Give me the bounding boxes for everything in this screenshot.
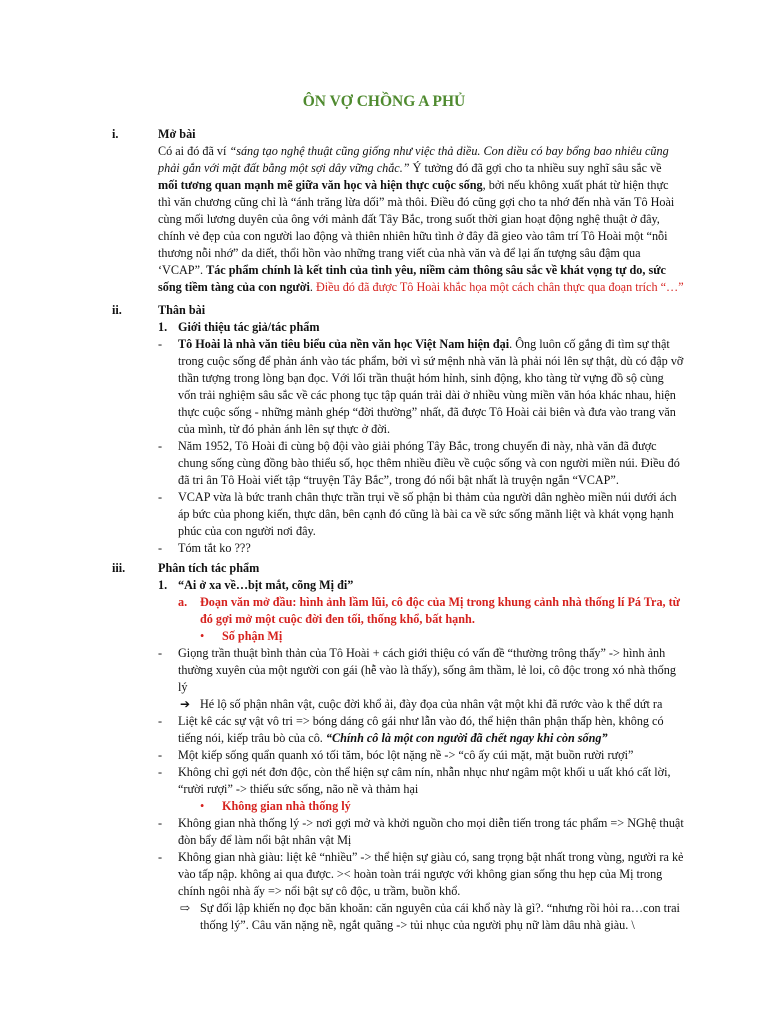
list-item: - Không chỉ gợi nét đơn độc, còn thể hiện sự câm nín, nhẫn nhục như ngâm một khối u uất khó cất lời, “rười rượi” -> thiếu sức sống, não nề và thảm hại: [158, 765, 671, 796]
section-phan-tich: [112, 560, 684, 934]
bullet-so-phan-mi: • Số phận Mị: [200, 629, 283, 643]
bullet-khong-gian: • Không gian nhà thống lý: [200, 799, 351, 813]
bold-text: mối tương quan mạnh mẽ giữa văn học và hiện thực cuộc sống: [158, 178, 483, 192]
section-number: i.: [112, 127, 119, 141]
list-item: - Tô Hoài là nhà văn tiêu biểu của nền văn học Việt Nam hiện đại. Ông luôn cố gắng đi tìm sự thật trong cuộc sống để phản ánh vào tác phẩm, bởi vì sứ mệnh nhà văn là phải nói lên sự thật, dù có đập vỡ thần tượng trong lòng bạn đọc. Với lối trần thuật hóm hỉnh, sinh động, kho tàng từ vựng đồ sộ cùng vốn trải nghiệm sâu sắc về các phong tục tập quán trải dài ở nhiều vùng miền văn hóa khác nhau, hiện thực cuộc sống - những mảnh ghép “đời thường” nhất, đã được Tô Hoài cải biên và đưa vào trang văn của mình, từ đó phản ánh lên sự thực ở đời.: [158, 337, 684, 436]
subsection-heading: 1. Giới thiệu tác giả/tác phẩm: [158, 320, 320, 334]
section-mo-bai: [112, 126, 684, 296]
bullet-dot-icon: •: [200, 629, 205, 643]
section-body: [158, 126, 684, 296]
red-highlight-text: Điều đó đã được Tô Hoài khắc họa một cách chân thực qua đoạn trích “…”: [315, 280, 684, 294]
intro-paragraph: Có ai đó đã ví “sáng tạo nghệ thuật cũng giống như việc thả diều. Con diều có bay bổng bao nhiêu cũng phải gắn với mặt đất bằng một sợi dây vững chắc.” Ý tưởng đó đã gợi cho ta nhiều suy nghĩ sâu sắc về mối tương quan mạnh mẽ giữa văn học và hiện thực cuộc sống, bởi nếu không xuất phát từ hiện thực thì văn chương cũng chỉ là “ánh trăng lừa dối” mà thôi. Điều đó cũng gợi cho ta nhớ đến nhà văn Tô Hoài cùng mối lương duyên của ông với mảnh đất Tây Bắc, trong suốt thời gian hoạt động nghệ thuật ở đây, chính vẻ đẹp của con người lao động và thiên nhiên hữu tình ở đây đã gieo vào tâm trí Tô Hoài một “nỗi thương nỗi nhớ” da diết, thổi hồn vào những trang viết của nhà văn và để lại ấn tượng sâu đậm qua ‘VCAP”. Tác phẩm chính là kết tinh của tình yêu, niềm cảm thông sâu sắc về khát vọng tự do, sức sống tiềm tàng của con người. Điều đó đã được Tô Hoài khắc họa một cách chân thực qua đoạn trích “…”: [158, 144, 684, 294]
subsection-heading: 1. “Ai ở xa về…bịt mắt, cõng Mị đi”: [158, 578, 354, 592]
list-item: - Một kiếp sống quẩn quanh xó tối tăm, bóc lột nặng nề -> “cô ấy cúi mặt, mặt buồn rười rượi”: [158, 748, 634, 762]
bold-italic-quote: “Chính cô là một con người đã chết ngay khi còn sống”: [325, 731, 608, 745]
arrow-item: ➔ Hé lộ số phận nhân vật, cuộc đời khổ ải, đày đọa của nhân vật một khi đã rước vào k thể dứt ra: [180, 697, 663, 711]
bullet-dot-icon: •: [200, 799, 205, 813]
quote-text: “sáng tạo nghệ thuật cũng giống như việc thả diều. Con diều có bay bổng bao nhiêu cũng phải gắn với mặt đất bằng một sợi dây vững chắc.”: [158, 144, 669, 175]
section-heading: Thân bài: [158, 303, 206, 317]
list-item: - Liệt kê các sự vật vô tri => bóng dáng cô gái như lẫn vào đó, thể hiện thân phận thấp hèn, không có tiếng nói, kiếp trâu bò của cô. “Chính cô là một con người đã chết ngay khi còn sống”: [158, 714, 664, 745]
list-item: - Không gian nhà giàu: liệt kê “nhiều” -> thể hiện sự giàu có, sang trọng bật nhất trong vùng, người ra kẻ vào tấp nập. không ai qua được. >< hoàn toàn trái ngược với không gian sống thu hẹp của Mị trong chính ngôi nhà ấy => nổi bật sự cô độc, u trầm, buồn khổ.: [158, 850, 684, 898]
document-title: ÔN VỢ CHỒNG A PHỦ: [302, 93, 466, 110]
section-body: [158, 302, 684, 557]
arrow-right-icon: ➔: [180, 697, 191, 711]
bold-text: Tác phẩm chính là kết tinh của tình yêu, niềm cảm thông sâu sắc về khát vọng tự do, sức sống tiềm tàng của con người: [158, 263, 666, 294]
list-item: - VCAP vừa là bức tranh chân thực trần trụi về số phận bi thảm của người dân nghèo miền núi dưới ách áp bức của phong kiến, thực dân, bên cạnh đó cũng là bài ca về sức sống mãnh liệt và khát vọng hạnh phúc của con người nơi đây.: [158, 490, 677, 538]
list-item: - Không gian nhà thống lý -> nơi gợi mở và khởi nguồn cho mọi diễn tiến trong tác phẩm => NGhệ thuật đòn bẩy để làm nổi bật nhân vật Mị: [158, 816, 684, 847]
section-heading: Mở bài: [158, 127, 196, 141]
section-than-bai: [112, 302, 684, 557]
section-heading: Phân tích tác phẩm: [158, 561, 260, 575]
section-number: iii.: [112, 561, 126, 575]
section-number: ii.: [112, 303, 122, 317]
list-item: - Giọng trần thuật bình thản của Tô Hoài + cách giới thiệu có vấn đề “thường trông thấy” -> hình ảnh thường xuyên của một người con gái (hễ vào là thấy), sống âm thầm, lẻ loi, cô độc trong xó nhà thống lý: [158, 646, 676, 694]
arrow-item: ⇨ Sự đối lập khiến nọ đọc băn khoăn: căn nguyên của cái khổ này là gì?. “nhưng rồi hỏi ra…con trai thống lý”. Câu văn nặng nề, ngắt quãng -> tủi nhục của người phụ nữ làm dâu nhà giàu. \: [180, 901, 680, 932]
section-body: [158, 560, 684, 934]
hollow-arrow-right-icon: ⇨: [180, 901, 191, 915]
list-item: - Năm 1952, Tô Hoài đi cùng bộ đội vào giải phóng Tây Bắc, trong chuyến đi này, nhà văn đã được chung sống cùng đồng bào thiểu số, học thêm nhiều điều về cuộc sống và con người miền núi. Điều đó đã tri ân Tô Hoài viết tập “truyện Tây Bắc”, trong đó nổi bật nhất là truyện ngắn “VCAP”.: [158, 439, 680, 487]
subsection-a: a. Đoạn văn mở đầu: hình ảnh lầm lũi, cô độc của Mị trong khung cảnh nhà thống lí Pá Tra, từ đó gợi mở một cuộc đời đen tối, thống khổ, bất hạnh.: [178, 595, 681, 626]
list-item: - Tóm tắt ko ???: [158, 541, 251, 555]
